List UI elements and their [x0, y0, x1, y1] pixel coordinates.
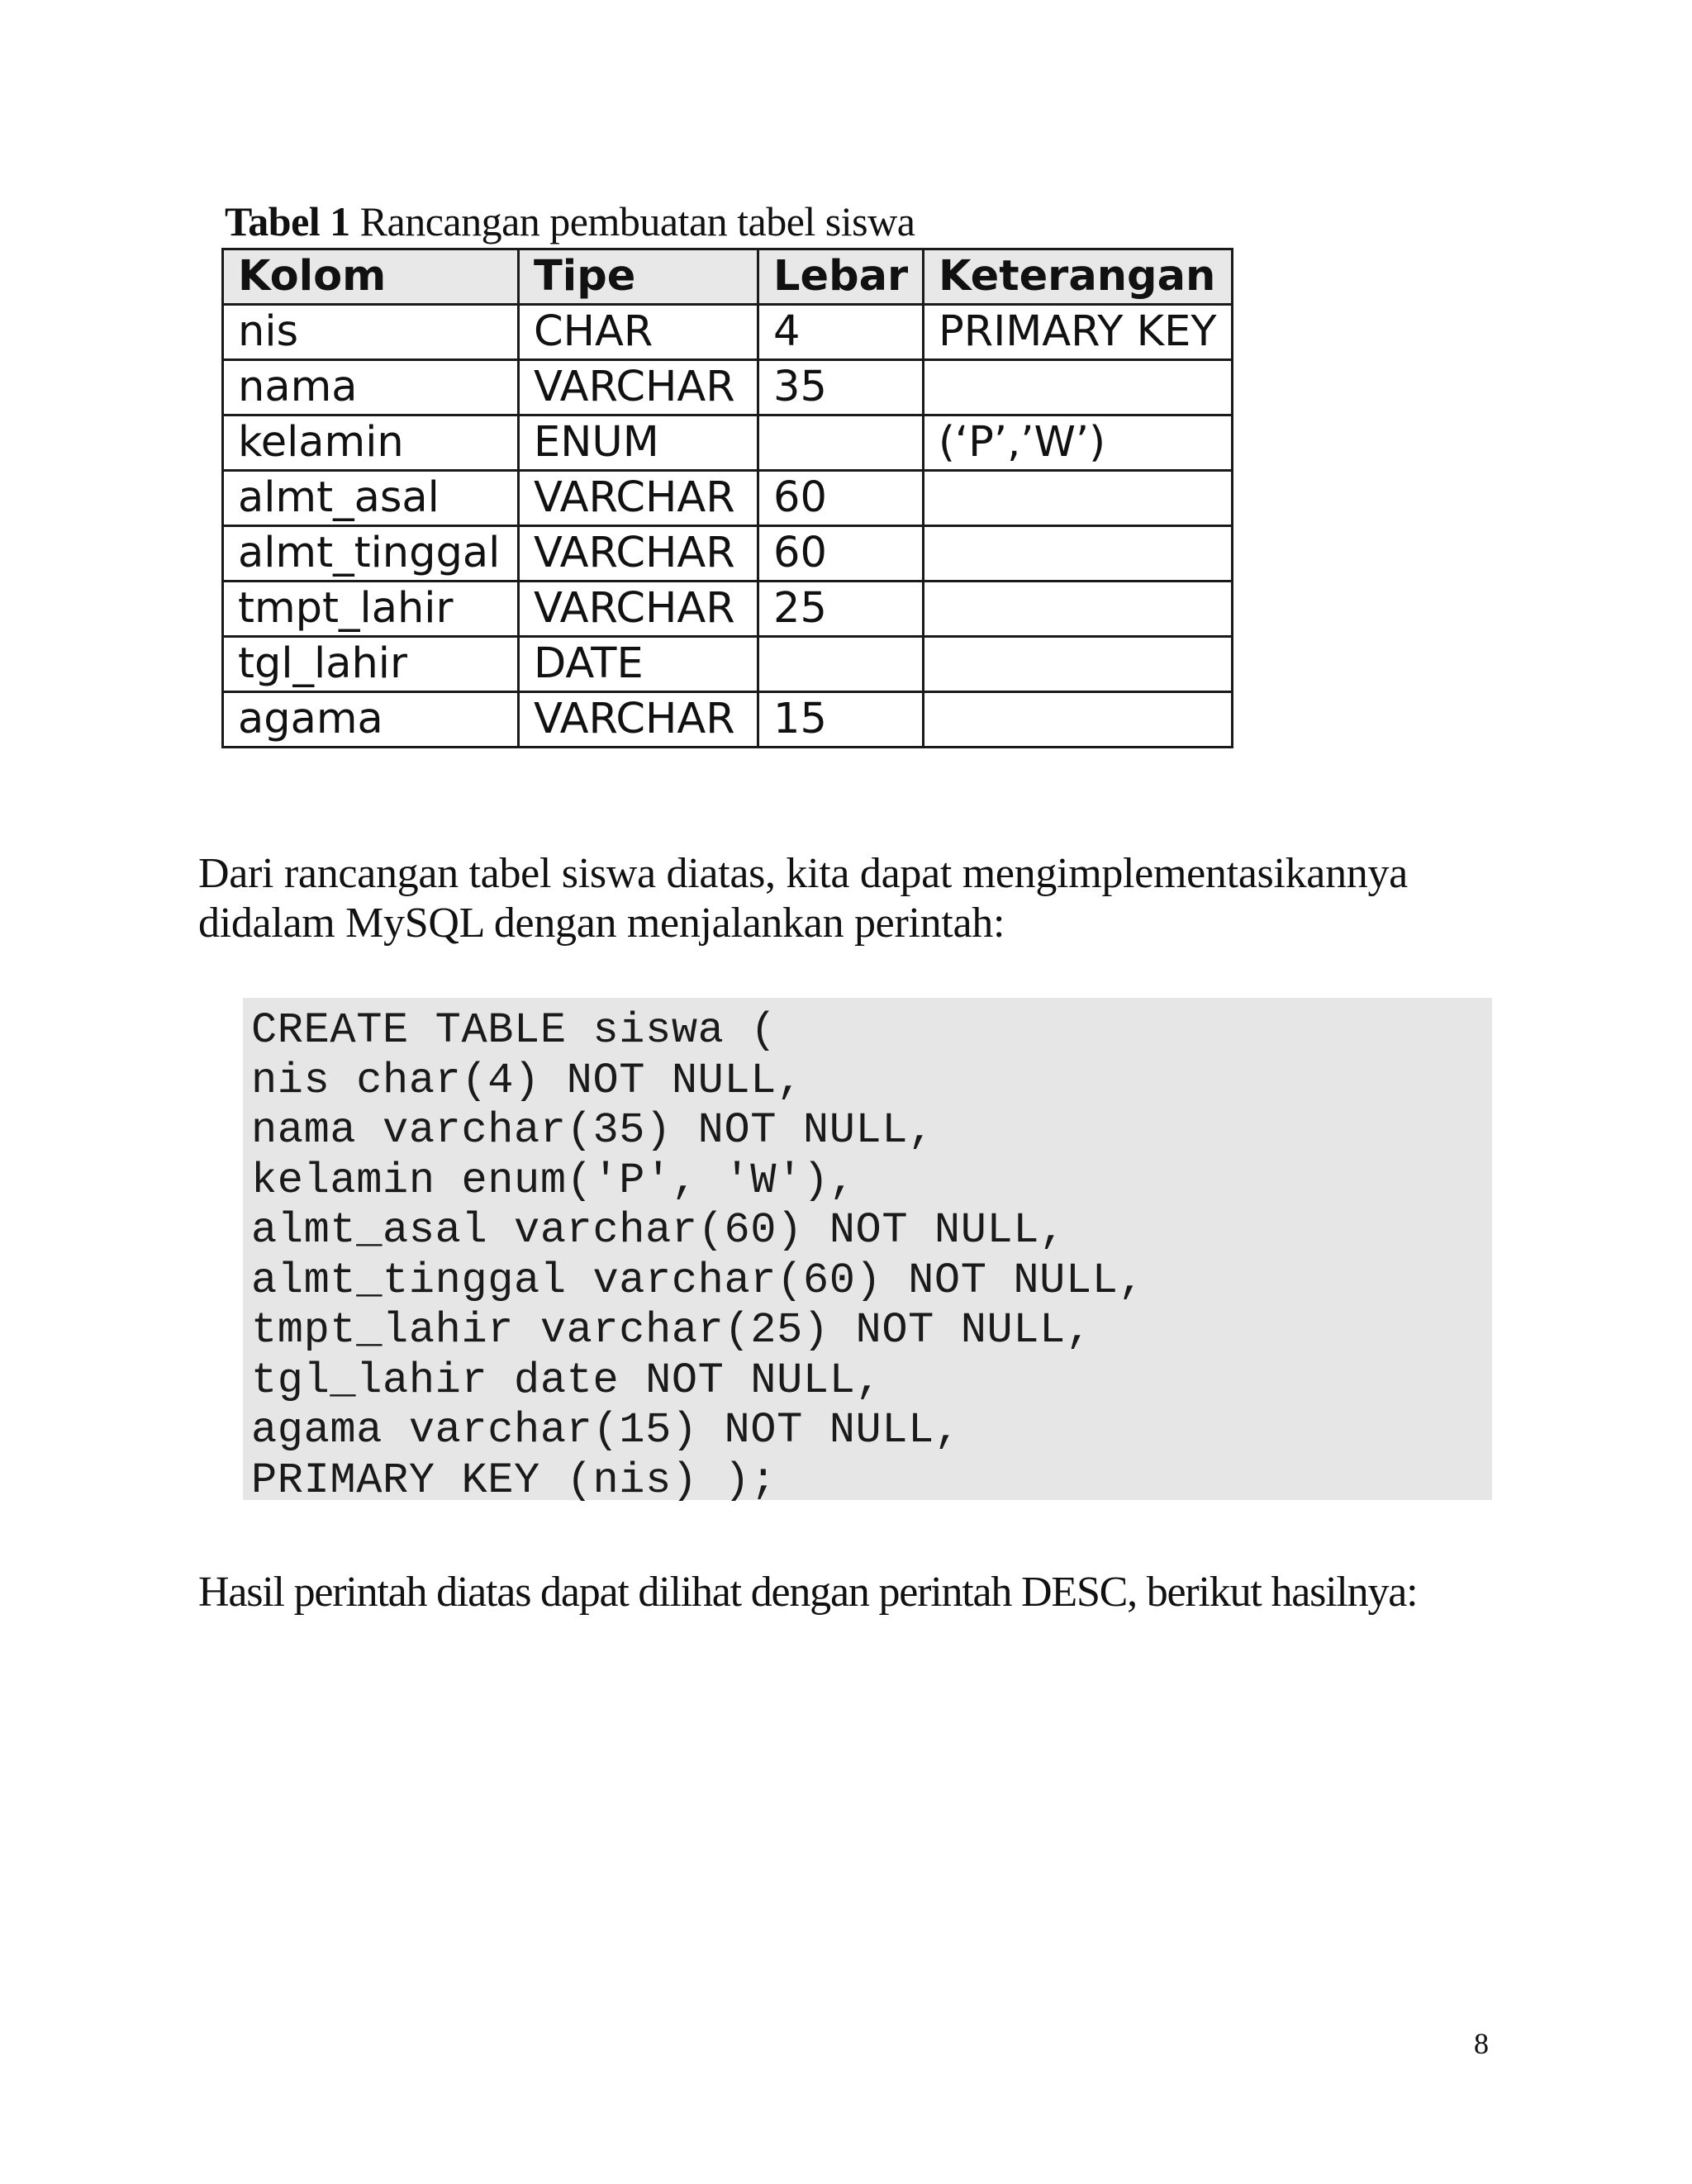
- cell-tipe: VARCHAR: [519, 582, 758, 637]
- cell-lebar: 4: [758, 305, 924, 360]
- table-row: [223, 692, 1233, 748]
- cell-tipe: ENUM: [519, 415, 758, 471]
- intro-paragraph-line: didalam MySQL dengan menjalankan perintah:: [198, 900, 1005, 947]
- code-line: PRIMARY KEY (nis) );: [251, 1455, 777, 1505]
- table-caption-text: Rancangan pembuatan tabel siswa: [349, 198, 915, 245]
- table-row: [223, 360, 1233, 415]
- cell-keterangan: [924, 471, 1233, 526]
- code-line: tmpt_lahir varchar(25) NOT NULL,: [251, 1306, 1092, 1355]
- header-kolom: Kolom: [223, 249, 519, 305]
- code-line: almt_asal varchar(60) NOT NULL,: [251, 1206, 1066, 1255]
- cell-tipe: VARCHAR: [519, 471, 758, 526]
- table-caption: [225, 197, 915, 246]
- cell-tipe: VARCHAR: [519, 692, 758, 748]
- intro-paragraph: [198, 849, 1408, 948]
- cell-keterangan: [924, 526, 1233, 582]
- code-line: kelamin enum('P', 'W'),: [251, 1156, 856, 1205]
- cell-keterangan: [924, 692, 1233, 748]
- result-paragraph: Hasil perintah diatas dapat dilihat dengan perintah DESC, berikut hasilnya:: [198, 1569, 1418, 1616]
- cell-kolom: almt_tinggal: [223, 526, 519, 582]
- sql-code-block: [243, 998, 1492, 1505]
- cell-lebar: 25: [758, 582, 924, 637]
- table-caption-label: Tabel 1: [225, 198, 350, 245]
- cell-keterangan: [924, 582, 1233, 637]
- cell-lebar: [758, 415, 924, 471]
- intro-paragraph-line: Dari rancangan tabel siswa diatas, kita dapat mengimplementasikannya: [198, 850, 1408, 897]
- cell-keterangan: [924, 360, 1233, 415]
- header-tipe: Tipe: [519, 249, 758, 305]
- code-line: CREATE TABLE siswa (: [251, 1006, 777, 1055]
- cell-lebar: 35: [758, 360, 924, 415]
- table-header-row: [223, 249, 1233, 305]
- table-row: [223, 526, 1233, 582]
- cell-lebar: 60: [758, 471, 924, 526]
- table-row: [223, 637, 1233, 692]
- cell-kolom: nis: [223, 305, 519, 360]
- cell-kolom: tmpt_lahir: [223, 582, 519, 637]
- code-line: tgl_lahir date NOT NULL,: [251, 1356, 882, 1405]
- cell-lebar: 60: [758, 526, 924, 582]
- table-row: [223, 415, 1233, 471]
- cell-keterangan: PRIMARY KEY: [924, 305, 1233, 360]
- code-line: nis char(4) NOT NULL,: [251, 1056, 803, 1105]
- cell-kolom: almt_asal: [223, 471, 519, 526]
- table-row: [223, 305, 1233, 360]
- cell-kolom: kelamin: [223, 415, 519, 471]
- cell-keterangan: (‘P’,’W’): [924, 415, 1233, 471]
- cell-lebar: [758, 637, 924, 692]
- cell-kolom: agama: [223, 692, 519, 748]
- header-lebar: Lebar: [758, 249, 924, 305]
- cell-kolom: nama: [223, 360, 519, 415]
- cell-kolom: tgl_lahir: [223, 637, 519, 692]
- cell-tipe: DATE: [519, 637, 758, 692]
- table-row: [223, 471, 1233, 526]
- code-line: agama varchar(15) NOT NULL,: [251, 1406, 961, 1455]
- cell-tipe: VARCHAR: [519, 360, 758, 415]
- code-line: almt_tinggal varchar(60) NOT NULL,: [251, 1256, 1145, 1305]
- page-number: 8: [1474, 2027, 1489, 2060]
- cell-lebar: 15: [758, 692, 924, 748]
- cell-tipe: VARCHAR: [519, 526, 758, 582]
- code-line: nama varchar(35) NOT NULL,: [251, 1106, 934, 1155]
- cell-tipe: CHAR: [519, 305, 758, 360]
- table-row: [223, 582, 1233, 637]
- cell-keterangan: [924, 637, 1233, 692]
- design-table: [221, 248, 1233, 748]
- header-keterangan: Keterangan: [924, 249, 1233, 305]
